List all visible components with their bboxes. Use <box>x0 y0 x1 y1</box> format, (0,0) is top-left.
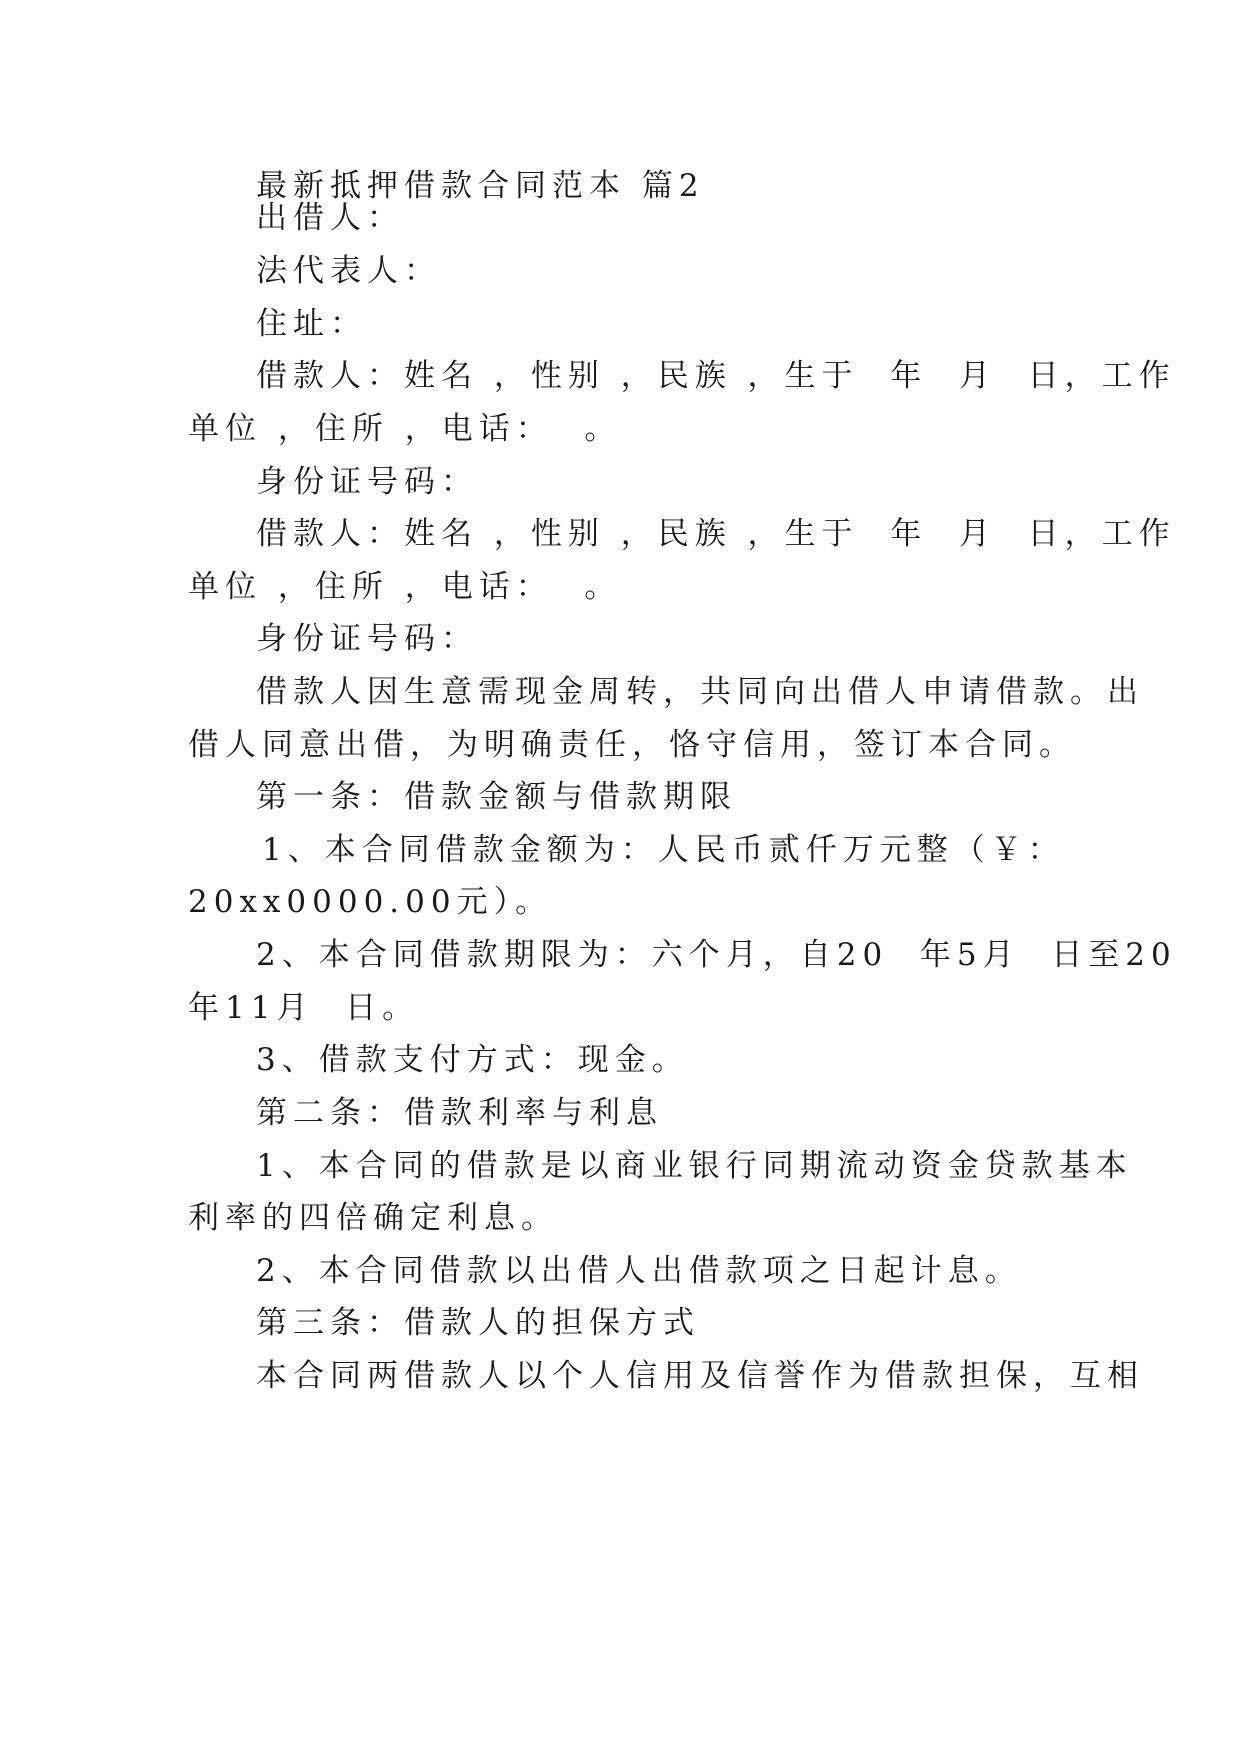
borrower1-id-line: 身份证号码： <box>256 464 478 500</box>
preamble-line: 借款人因生意需现金周转，共同向出借人申请借款。出 <box>256 674 1144 710</box>
address-line: 住址： <box>256 306 367 342</box>
borrower2-id-line: 身份证号码： <box>256 621 478 657</box>
borrower2-line: 借款人：姓名 ，性别 ，民族 ，生于 年 月 日，工作 <box>256 516 1176 552</box>
preamble-cont-line: 借人同意出借，为明确责任，恪守信用，签订本合同。 <box>188 727 1076 763</box>
borrower1-cont-line: 单位 ，住所 ，电话： 。 <box>188 411 622 447</box>
borrower2-cont-line: 单位 ，住所 ，电话： 。 <box>188 569 622 605</box>
article2-item1: 1、本合同的借款是以商业银行同期流动资金贷款基本 <box>256 1148 1133 1184</box>
article1-item2-cont: 年11月 日。 <box>188 990 420 1026</box>
borrower1-line: 借款人：姓名 ，性别 ，民族 ，生于 年 月 日，工作 <box>256 358 1176 394</box>
article2-heading: 第二条：借款利率与利息 <box>256 1095 663 1131</box>
article1-item3: 3、借款支付方式：现金。 <box>256 1042 689 1078</box>
article1-item1-cont: 20xx0000.00元）。 <box>188 884 553 920</box>
article2-item1-cont: 利率的四倍确定利息。 <box>188 1200 558 1236</box>
document-title: 最新抵押借款合同范本 篇2 <box>256 168 705 204</box>
article3-heading: 第三条：借款人的担保方式 <box>256 1305 700 1341</box>
article3-body: 本合同两借款人以个人信用及信誉作为借款担保，互相 <box>256 1358 1144 1394</box>
article1-item2: 2、本合同借款期限为：六个月，自20 年5月 日至20 <box>256 937 1177 973</box>
legal-rep-line: 法代表人： <box>256 253 441 289</box>
article2-item2: 2、本合同借款以出借人出借款项之日起计息。 <box>256 1253 1022 1289</box>
lender-line: 出借人： <box>256 200 404 236</box>
article1-item1: 1、本合同借款金额为：人民币贰仟万元整（￥： <box>262 832 1065 868</box>
article1-heading: 第一条：借款金额与借款期限 <box>256 779 737 815</box>
